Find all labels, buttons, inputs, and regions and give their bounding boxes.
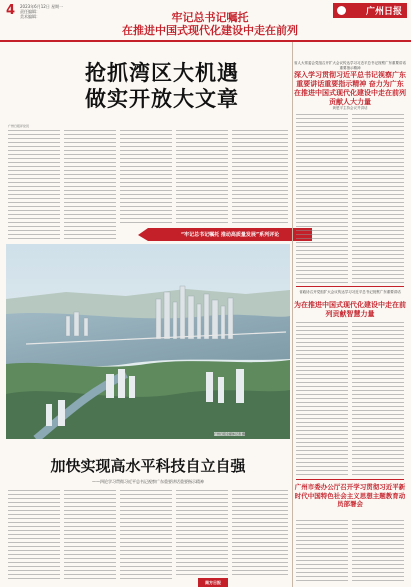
lower-body-col-2 bbox=[64, 490, 116, 582]
right-kicker-2: 省政协召开党组扩大会议传达学习习近平总书记视察广东重要讲话 bbox=[299, 290, 401, 294]
main-body-col-2 bbox=[64, 130, 116, 242]
lower-headline-title: 加快实现高水平科技自立自强 bbox=[50, 457, 246, 475]
page-number: 4 bbox=[6, 3, 16, 18]
lower-headline-subtitle: ——四论学习贯彻习近平总书记视察广东重要讲话重要指示精神 bbox=[92, 479, 204, 484]
banner-line-1: 牢记总书记嘱托 bbox=[171, 11, 249, 24]
photo-caption: 广州日报全媒体记者 摄 bbox=[214, 432, 245, 436]
right-body-2b bbox=[352, 322, 404, 477]
lower-body-col-1 bbox=[8, 490, 60, 582]
main-byline: 广州日报评论员 bbox=[8, 124, 30, 128]
main-body-col-1 bbox=[8, 130, 60, 242]
banner-line-2: 在推进中国式现代化建设中走在前列 bbox=[122, 24, 298, 37]
lower-body-col-5 bbox=[232, 490, 288, 575]
right-divider-1 bbox=[296, 286, 404, 287]
aerial-photo-image bbox=[6, 244, 290, 439]
main-headline-line-2: 做实开放大文章 bbox=[85, 86, 239, 111]
right-body-3b bbox=[352, 520, 404, 582]
lower-body-col-3 bbox=[120, 490, 172, 582]
city-aerial-photo bbox=[6, 244, 290, 439]
main-body-col-3 bbox=[120, 130, 172, 225]
series-callout: “牢记总书记嘱托 推动高质量发展”系列评论 bbox=[148, 228, 312, 241]
right-body-3a bbox=[296, 520, 348, 582]
emblem-icon bbox=[337, 6, 346, 15]
main-headline bbox=[62, 60, 262, 112]
footer-tag: 南方日报 bbox=[198, 578, 228, 587]
main-body-col-5 bbox=[232, 130, 288, 225]
editor-line-2: 美术编辑： bbox=[20, 14, 40, 19]
dateline bbox=[20, 4, 63, 19]
right-body-2a bbox=[296, 322, 348, 477]
column-divider bbox=[292, 42, 293, 587]
right-headline-1: 深入学习贯彻习近平总书记视察广东重要讲话重要指示精神 奋力为广东在推进中国式现代化建设中走在前列贡献人大力量 bbox=[294, 70, 406, 106]
logo-text: 广州日报 bbox=[365, 7, 402, 17]
right-headline-2: 为在推进中国式现代化建设中走在前列贡献智慧力量 bbox=[294, 300, 406, 318]
right-body-1b bbox=[352, 114, 404, 284]
editor-line-1: 责任编辑： bbox=[20, 9, 40, 14]
main-headline-line-1: 抢抓湾区大机遇 bbox=[85, 60, 239, 85]
right-body-1a bbox=[296, 114, 348, 284]
right-headline-3: 广州市委办公厅召开学习贯彻习近平新时代中国特色社会主义思想主题教育动员部署会 bbox=[294, 483, 406, 508]
right-subline-1: 黄楚平主持会议并讲话 bbox=[332, 106, 368, 110]
callout-arrow bbox=[138, 228, 148, 241]
newspaper-logo bbox=[333, 3, 407, 18]
right-divider-2 bbox=[296, 479, 404, 480]
lower-headline bbox=[8, 455, 288, 485]
lower-body-col-4 bbox=[176, 490, 228, 575]
right-kicker-1: 省人大常委会党组召开扩大会议传达学习习近平总书记视察广东重要讲话重要指示精神 bbox=[294, 61, 406, 70]
main-body-col-4 bbox=[176, 130, 228, 225]
page-header bbox=[0, 0, 411, 42]
date-text: 2023年6月12日 星期一 bbox=[20, 4, 64, 9]
